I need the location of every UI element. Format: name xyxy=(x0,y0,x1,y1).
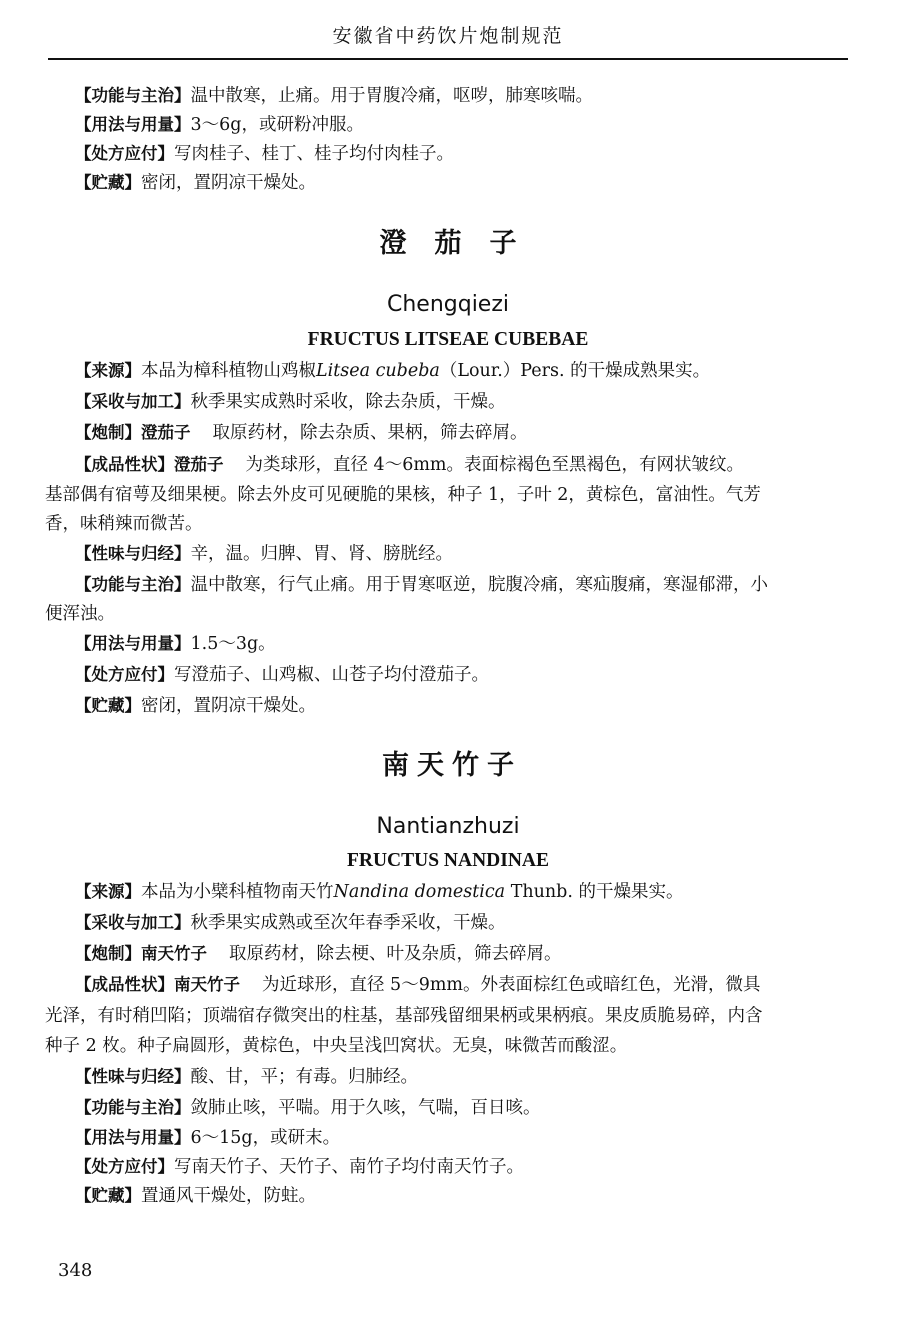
entry2-source-post: Thunb. 的干燥果实。 xyxy=(505,882,684,902)
entry1-function-tag: 【功能与主治】 xyxy=(75,575,191,594)
entry1-harvest-line xyxy=(75,388,855,416)
entry1-processing-text: 取原药材，除去杂质、果柄，筛去碎屑。 xyxy=(212,423,528,443)
intro-prescription-text: 写肉桂子、桂丁、桂子均付肉桂子。 xyxy=(174,144,454,164)
entry2-function-tag: 【功能与主治】 xyxy=(75,1098,191,1117)
entry1-dosage-tag: 【用法与用量】 xyxy=(75,634,191,653)
entry2-processing-line xyxy=(75,940,855,968)
entry2-prescription-tag: 【处方应付】 xyxy=(75,1157,174,1176)
entry2-processing-tag: 【炮制】 xyxy=(75,944,141,963)
entry2-harvest-line xyxy=(75,909,855,937)
intro-dosage-line xyxy=(75,111,855,139)
entry2-prescription-text: 写南天竹子、天竹子、南竹子均付南天竹子。 xyxy=(174,1157,524,1177)
entry2-nature-line xyxy=(75,1063,855,1091)
entry1-character-line2: 基部偶有宿萼及细果梗。除去外皮可见硬脆的果核，种子 1，子叶 2，黄棕色，富油性。气芳 xyxy=(45,485,761,505)
entry1-processing-tag: 【炮制】 xyxy=(75,423,141,442)
entry2-source-latin: Nandina domestica xyxy=(333,882,506,902)
entry1-harvest-tag: 【采收与加工】 xyxy=(75,392,191,411)
header-rule xyxy=(48,58,848,60)
entry1-function-line2: 便浑浊。 xyxy=(45,604,115,624)
entry2-pinyin: Nantianzhuzi xyxy=(376,814,520,839)
running-header: 安徽省中药饮片炮制规范 xyxy=(332,25,564,47)
entry1-source-latin: Litsea cubeba xyxy=(316,361,440,381)
entry2-source-tag: 【来源】 xyxy=(75,882,141,901)
intro-function-tag: 【功能与主治】 xyxy=(75,86,191,105)
entry1-source-post: （Lour.）Pers. 的干燥成熟果实。 xyxy=(439,361,711,381)
entry1-prescription-text: 写澄茄子、山鸡椒、山苍子均付澄茄子。 xyxy=(174,665,489,685)
entry2-character-tag: 【成品性状】 xyxy=(75,975,174,994)
entry1-character-text1: 为类球形，直径 4～6mm。表面棕褐色至黑褐色，有网状皱纹。 xyxy=(245,455,745,475)
entry1-function-line1 xyxy=(75,571,855,599)
entry2-prescription-line xyxy=(75,1153,855,1181)
intro-dosage-tag: 【用法与用量】 xyxy=(75,115,191,134)
entry1-prescription-tag: 【处方应付】 xyxy=(75,665,174,684)
entry2-source-line xyxy=(75,878,855,906)
entry1-character-tag: 【成品性状】 xyxy=(75,455,174,474)
entry1-character-line3: 香，味稍辣而微苦。 xyxy=(45,514,203,534)
entry1-title: 澄茄子 xyxy=(379,228,545,259)
entry2-character-name: 南天竹子 xyxy=(174,975,240,994)
entry1-latin-name: FRUCTUS LITSEAE CUBEBAE xyxy=(307,329,589,350)
entry1-function-text1: 温中散寒，行气止痛。用于胃寒呕逆，脘腹冷痛，寒疝腹痛，寒湿郁滞，小 xyxy=(190,575,768,595)
entry1-storage-line xyxy=(75,692,855,720)
entry1-nature-tag: 【性味与归经】 xyxy=(75,544,191,563)
entry2-storage-line xyxy=(75,1182,855,1210)
entry1-prescription-line xyxy=(75,661,855,689)
entry2-dosage-line xyxy=(75,1124,855,1152)
entry1-dosage-line xyxy=(75,630,855,658)
entry1-dosage-text: 1.5～3g。 xyxy=(190,634,276,654)
entry1-pinyin: Chengqiezi xyxy=(386,292,510,317)
intro-function-line xyxy=(75,82,855,110)
entry2-dosage-tag: 【用法与用量】 xyxy=(75,1128,191,1147)
entry1-harvest-text: 秋季果实成熟时采收，除去杂质，干燥。 xyxy=(190,392,506,412)
intro-function-text: 温中散寒，止痛。用于胃腹冷痛，呕哕，肺寒咳喘。 xyxy=(190,86,593,106)
entry2-processing-name: 南天竹子 xyxy=(141,944,207,963)
entry2-character-text1: 为近球形，直径 5～9mm。外表面棕红色或暗红色，光滑，微具 xyxy=(262,975,761,995)
intro-storage-tag: 【贮藏】 xyxy=(75,173,141,192)
entry1-nature-line xyxy=(75,540,855,568)
entry2-processing-text: 取原药材，除去梗、叶及杂质，筛去碎屑。 xyxy=(229,944,562,964)
entry2-character-line1 xyxy=(75,971,855,999)
entry1-source-pre: 本品为樟科植物山鸡椒 xyxy=(141,361,316,381)
entry2-character-line3: 种子 2 枚。种子扁圆形，黄棕色，中央呈浅凹窝状。无臭，味微苦而酸涩。 xyxy=(45,1036,628,1056)
intro-storage-line xyxy=(75,169,855,197)
entry2-storage-text: 置通风干燥处，防蛀。 xyxy=(141,1186,316,1206)
entry1-character-name: 澄茄子 xyxy=(174,455,224,474)
entry1-nature-text: 辛，温。归脾、胃、肾、膀胱经。 xyxy=(190,544,453,564)
page-number: 348 xyxy=(58,1260,93,1281)
entry2-source-pre: 本品为小檗科植物南天竹 xyxy=(141,882,334,902)
entry2-function-line xyxy=(75,1094,855,1122)
entry2-storage-tag: 【贮藏】 xyxy=(75,1186,141,1205)
entry2-character-line2: 光泽，有时稍凹陷；顶端宿存微突出的柱基，基部残留细果柄或果柄痕。果皮质脆易碎，内含 xyxy=(45,1006,763,1026)
entry2-function-text: 敛肺止咳，平喘。用于久咳，气喘，百日咳。 xyxy=(190,1098,541,1118)
entry1-storage-text: 密闭，置阴凉干燥处。 xyxy=(141,696,316,716)
intro-storage-text: 密闭，置阴凉干燥处。 xyxy=(141,173,316,193)
entry1-storage-tag: 【贮藏】 xyxy=(75,696,141,715)
entry2-nature-text: 酸、甘，平；有毒。归肺经。 xyxy=(190,1067,418,1087)
entry1-processing-line xyxy=(75,419,855,447)
entry2-dosage-text: 6～15g，或研末。 xyxy=(190,1128,341,1148)
entry2-harvest-text: 秋季果实成熟或至次年春季采收，干燥。 xyxy=(190,913,506,933)
entry1-source-line xyxy=(75,357,855,385)
entry1-source-tag: 【来源】 xyxy=(75,361,141,380)
entry2-title: 南天竹子 xyxy=(382,750,522,781)
entry2-nature-tag: 【性味与归经】 xyxy=(75,1067,191,1086)
intro-dosage-text: 3～6g，或研粉冲服。 xyxy=(190,115,364,135)
intro-prescription-line xyxy=(75,140,855,168)
entry1-processing-name: 澄茄子 xyxy=(141,423,191,442)
intro-prescription-tag: 【处方应付】 xyxy=(75,144,174,163)
entry2-harvest-tag: 【采收与加工】 xyxy=(75,913,191,932)
entry1-character-line1 xyxy=(75,451,855,479)
entry2-latin-name: FRUCTUS NANDINAE xyxy=(346,850,550,871)
